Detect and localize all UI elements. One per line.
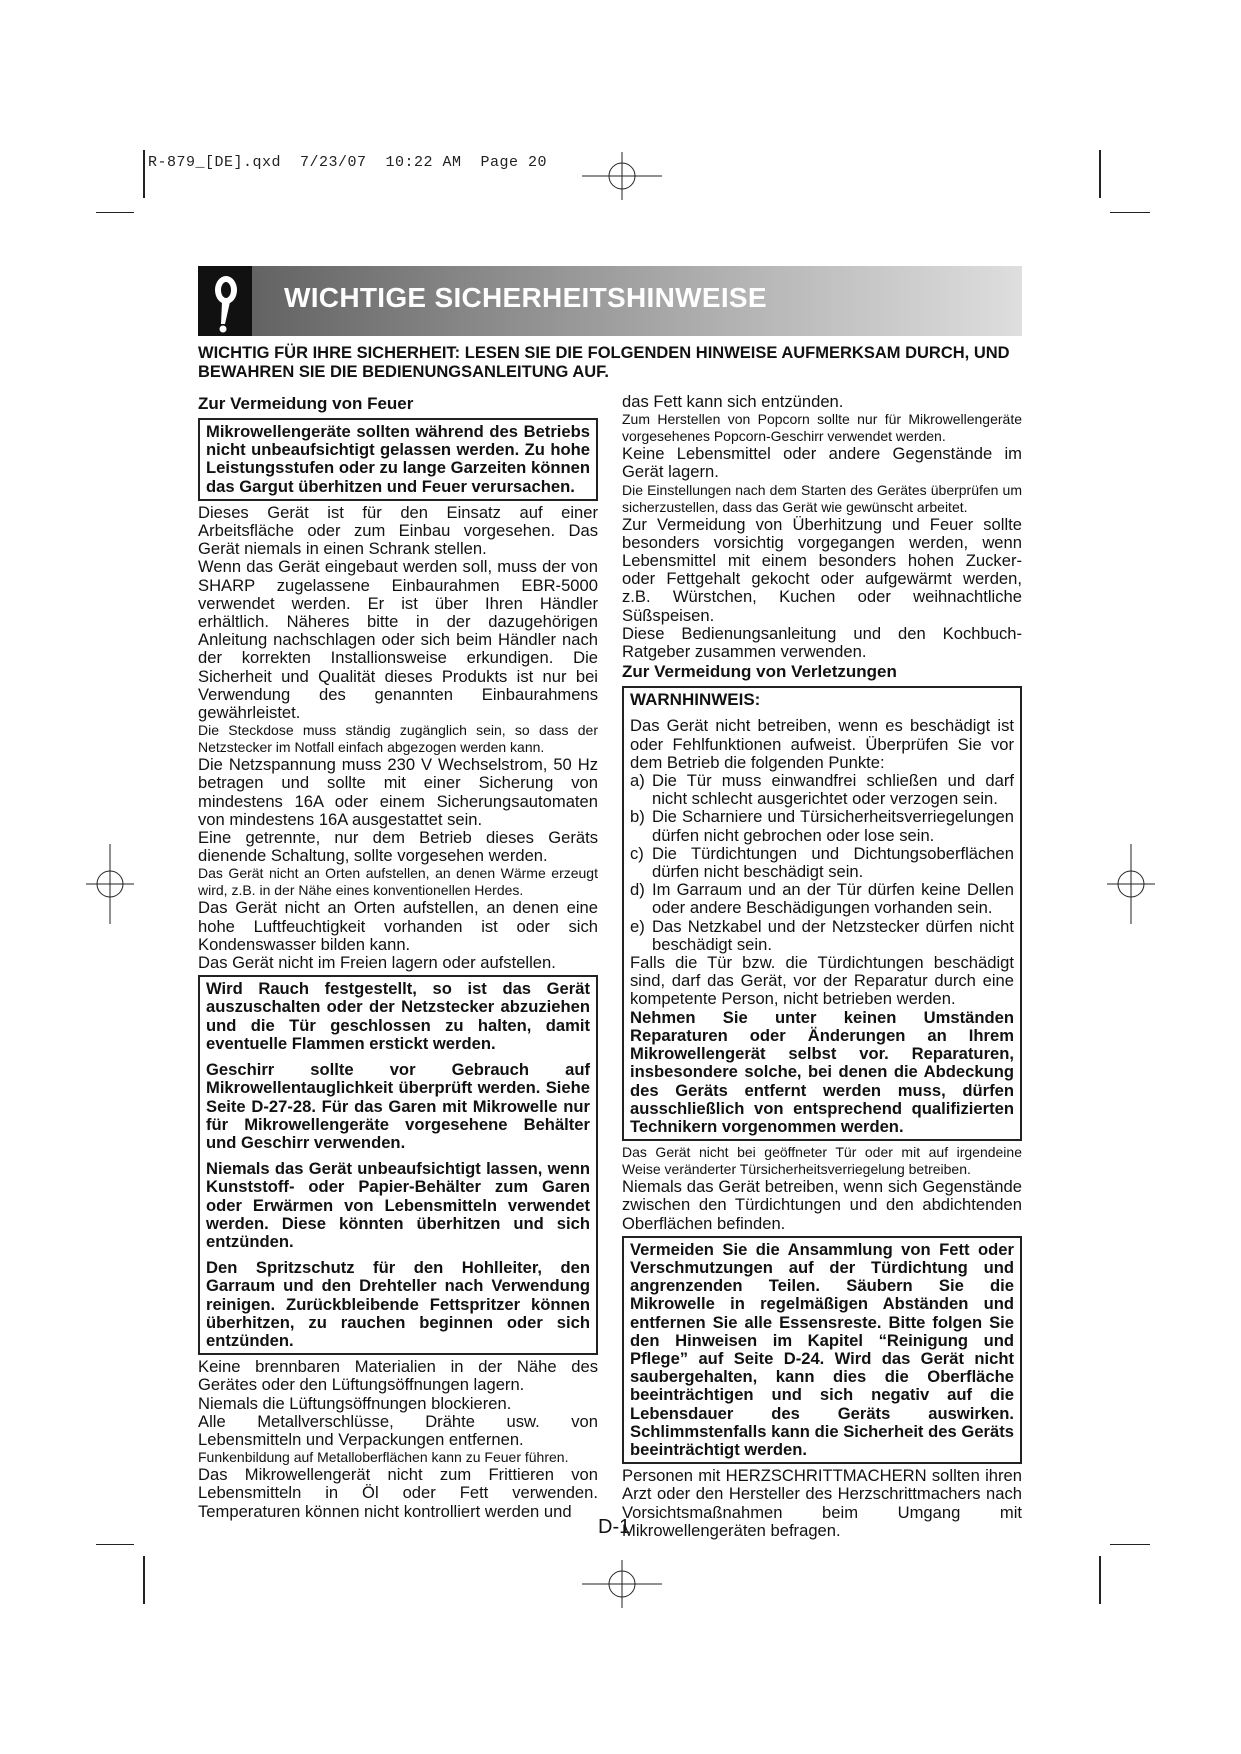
crop-mark (1099, 1556, 1101, 1604)
paragraph: Keine Lebensmittel oder andere Gegenstände im Gerät lagern. (622, 444, 1022, 482)
page-title: WICHTIGE SICHERHEITSHINWEISE (284, 282, 767, 313)
warning-after: Falls die Tür bzw. die Türdichtungen beschädigt sind, darf das Gerät, vor der Reparatur durch eine kompetente Person, nicht betrieben werden. (630, 953, 1014, 1009)
crop-mark (96, 212, 134, 213)
notice-text: Geschirr sollte vor Gebrauch auf Mikrowellentauglichkeit überprüft werden. Siehe Seite D-27-28. Für das Garen mit Mikrowelle nur für Mikrowellengeräte vorgesehene Behälter und Geschirr verwenden. (206, 1060, 590, 1152)
paragraph: Wenn das Gerät eingebaut werden soll, muss der von SHARP zugelassene Einbaurahmen EBR-5000 verwendet werden. Er ist über Ihren Händler erhältlich. Näheres bitte in der dazugehörigen Anleitung nachschlagen oder sich beim Händler nach der korrekten Installionsweise erkundigen. Die Sicherheit und Qualität dieses Produkts ist nur bei Verwendung des genannten Einbaurahmens gewährleistet. (198, 557, 598, 723)
paragraph: Das Gerät nicht im Freien lagern oder aufstellen. (198, 953, 556, 973)
paragraph: das Fett kann sich entzünden. (622, 392, 844, 411)
list-item (630, 918, 1014, 954)
paragraph: Die Steckdose muss ständig zugänglich sein, so dass der Netzstecker im Notfall einfach abgezogen werden kann. (198, 722, 598, 756)
left-column (198, 393, 598, 1521)
list-marker: a) (630, 771, 645, 791)
crop-mark (143, 1556, 145, 1604)
notice-box (622, 1236, 1022, 1464)
paragraph: Funkenbildung auf Metalloberflächen kann zu Feuer führen. (198, 1449, 569, 1466)
paragraph: Das Gerät nicht an Orten aufstellen, an denen Wärme erzeugt wird, z.B. in der Nähe eines konventionellen Herdes. (198, 865, 598, 899)
warning-bold: Nehmen Sie unter keinen Umständen Reparaturen oder Änderungen an Ihrem Mikrowellengerät selbst vor. Reparaturen, insbesondere solche, bei denen die Abdeckung des Geräts entfernt werden muss, dürfen ausschließlich von entsprechend qualifizierten Technikern vorgenommen werden. (630, 1007, 1014, 1136)
warning-title: WARNHINWEIS: (630, 690, 761, 710)
list-item (630, 772, 1014, 808)
list-marker: b) (630, 807, 645, 827)
paragraph: Niemals das Gerät betreiben, wenn sich Gegenstände zwischen den Türdichtungen und den abdichtenden Oberflächen befinden. (622, 1177, 1022, 1233)
paragraph: Dieses Gerät ist für den Einsatz auf einer Arbeitsfläche oder zum Einbau vorgesehen. Das Gerät niemals in einen Schrank stellen. (198, 502, 598, 559)
paragraph: Niemals die Lüftungsöffnungen blockieren. (198, 1393, 512, 1413)
notice-text: Mikrowellengeräte sollten während des Betriebs nicht unbeaufsichtigt gelassen werden. Zu hohe Leistungsstufen oder zu lange Garzeiten können das Gargut überhitzen und Feuer verursachen. (206, 422, 590, 496)
list-marker: d) (630, 880, 645, 900)
intro-warning: WICHTIG FÜR IHRE SICHERHEIT: LESEN SIE DIE FOLGENDEN HINWEISE AUFMERKSAM DURCH, UND BEWAHREN SIE DIE BEDIENUNGSANLEITUNG AUF. (198, 344, 1010, 381)
print-slug: R-879_[DE].qxd 7/23/07 10:22 AM Page 20 (148, 154, 548, 171)
notice-text: Wird Rauch festgestellt, so ist das Gerät auszuschalten oder der Netzstecker abzuziehen und die Tür geschlossen zu halten, damit eventuelle Flammen erstickt werden. (206, 979, 590, 1053)
list-item (630, 845, 1014, 881)
exclamation-icon (198, 266, 252, 336)
title-banner (198, 266, 1022, 336)
registration-mark-top (580, 150, 664, 202)
list-marker: c) (630, 843, 644, 863)
crop-mark (1110, 1544, 1150, 1545)
paragraph: Eine getrennte, nur dem Betrieb dieses Geräts dienende Schaltung, sollte vorgesehen werden. (198, 828, 598, 866)
registration-mark-bottom (580, 1558, 664, 1610)
notice-text: Niemals das Gerät unbeaufsichtigt lassen, wenn Kunststoff- oder Papier-Behälter zum Garen oder Erwärmen von Lebensmitteln verwendet werden. Diese könnten überhitzen und sich entzünden. (206, 1159, 590, 1251)
paragraph: Alle Metallverschlüsse, Drähte usw. von Lebensmitteln und Verpackungen entfernen. (198, 1411, 598, 1449)
right-column (622, 393, 1022, 1540)
paragraph: Diese Bedienungsanleitung und den Kochbuch-Ratgeber zusammen verwenden. (622, 623, 1022, 662)
paragraph: Keine brennbaren Materialien in der Nähe des Gerätes oder den Lüftungsöffnungen lagern. (198, 1357, 598, 1395)
warning-intro: Das Gerät nicht betreiben, wenn es beschädigt ist oder Fehlfunktionen aufweist. Überprüfen Sie vor dem Betrieb die folgenden Punkte: (630, 716, 1014, 772)
list-text: Das Netzkabel und der Netzstecker dürfen nicht beschädigt sein. (652, 916, 1014, 954)
notice-box (198, 418, 598, 501)
crop-mark (143, 150, 145, 198)
paragraph: Zum Herstellen von Popcorn sollte nur für Mikrowellengeräte vorgesehenes Popcorn-Geschirr verwendet werden. (622, 411, 1022, 445)
registration-mark-left (84, 842, 136, 926)
paragraph: Die Netzspannung muss 230 V Wechselstrom, 50 Hz betragen und sollte mit einer Sicherung von mindestens 16A oder einem Sicherungsautomaten von mindestens 16A ausgestattet sein. (198, 755, 598, 829)
list-item (630, 808, 1014, 844)
paragraph: Die Einstellungen nach dem Starten des Gerätes überprüfen um sicherzustellen, dass das Gerät wie gewünscht arbeitet. (622, 481, 1022, 515)
list-marker: e) (630, 916, 645, 936)
list-item (630, 881, 1014, 917)
paragraph: Zur Vermeidung von Überhitzung und Feuer sollte besonders vorsichtig vorgegangen werden, wenn Lebensmittel mit einem besonders hohen Zucker- oder Fettgehalt gekocht oder aufgewärmt werden, z.B. Würstchen, Kuchen oder weihnachtliche Süßspeisen. (622, 514, 1022, 625)
paragraph: Das Gerät nicht an Orten aufstellen, an denen eine hohe Luftfeuchtigkeit vorhanden ist oder sich Kondenswasser bilden kann. (198, 898, 598, 954)
paragraph: Personen mit HERZSCHRITTMACHERN sollten ihren Arzt oder den Hersteller des Herzschrittmachers nach Vorsichtsmaßnahmen beim Umgang mit Mikrowellengeräten befragen. (622, 1466, 1022, 1540)
crop-mark (96, 1544, 134, 1545)
warning-box (622, 686, 1022, 1141)
list-text: Die Scharniere und Türsicherheitsverriegelungen dürfen nicht gebrochen oder lose sein. (652, 807, 1014, 845)
paragraph: Das Gerät nicht bei geöffneter Tür oder mit auf irgendeine Weise veränderter Türsicherheitsverriegelung betreiben. (622, 1144, 1022, 1178)
notice-text: Den Spritzschutz für den Hohlleiter, den Garraum und den Drehteller nach Verwendung reinigen. Zurückbleibende Fettspritzer können überhitzen, zu rauchen beginnen oder sich entzünden. (206, 1258, 590, 1350)
list-text: Die Türdichtungen und Dichtungsoberflächen dürfen nicht beschädigt sein. (652, 843, 1014, 882)
list-text: Im Garraum und an der Tür dürfen keine Dellen oder andere Beschädigungen vorhanden sein. (652, 880, 1014, 918)
paragraph: Das Mikrowellengerät nicht zum Frittieren von Lebensmitteln in Öl oder Fett verwenden. Temperaturen können nicht kontrolliert werden und (198, 1465, 598, 1521)
list-text: Die Tür muss einwandfrei schließen und darf nicht schlecht ausgerichtet oder verzogen sein. (652, 771, 1014, 809)
page-number: D-1 (598, 1516, 631, 1538)
crop-mark (1110, 212, 1150, 213)
crop-mark (1099, 150, 1101, 198)
notice-text: Vermeiden Sie die Ansammlung von Fett oder Verschmutzungen auf der Türdichtung und angrenzenden Teilen. Säubern Sie die Mikrowelle in regelmäßigen Abständen und entfernen Sie alle Essensreste. Bitte folgen Sie den Hinweisen im Kapitel “Reinigung und Pflege” auf Seite D-24. Wird das Gerät nicht saubergehalten, kann dies die Oberfläche beeinträchtigen und sich negativ auf die Lebensdauer des Geräts auswirken. Schlimmstenfalls kann die Sicherheit des Geräts beeinträchtigt werden. (630, 1239, 1014, 1459)
section-heading-fire: Zur Vermeidung von Feuer (198, 394, 414, 413)
section-heading-injury: Zur Vermeidung von Verletzungen (622, 662, 897, 682)
notice-box (198, 975, 598, 1355)
registration-mark-right (1105, 842, 1157, 926)
